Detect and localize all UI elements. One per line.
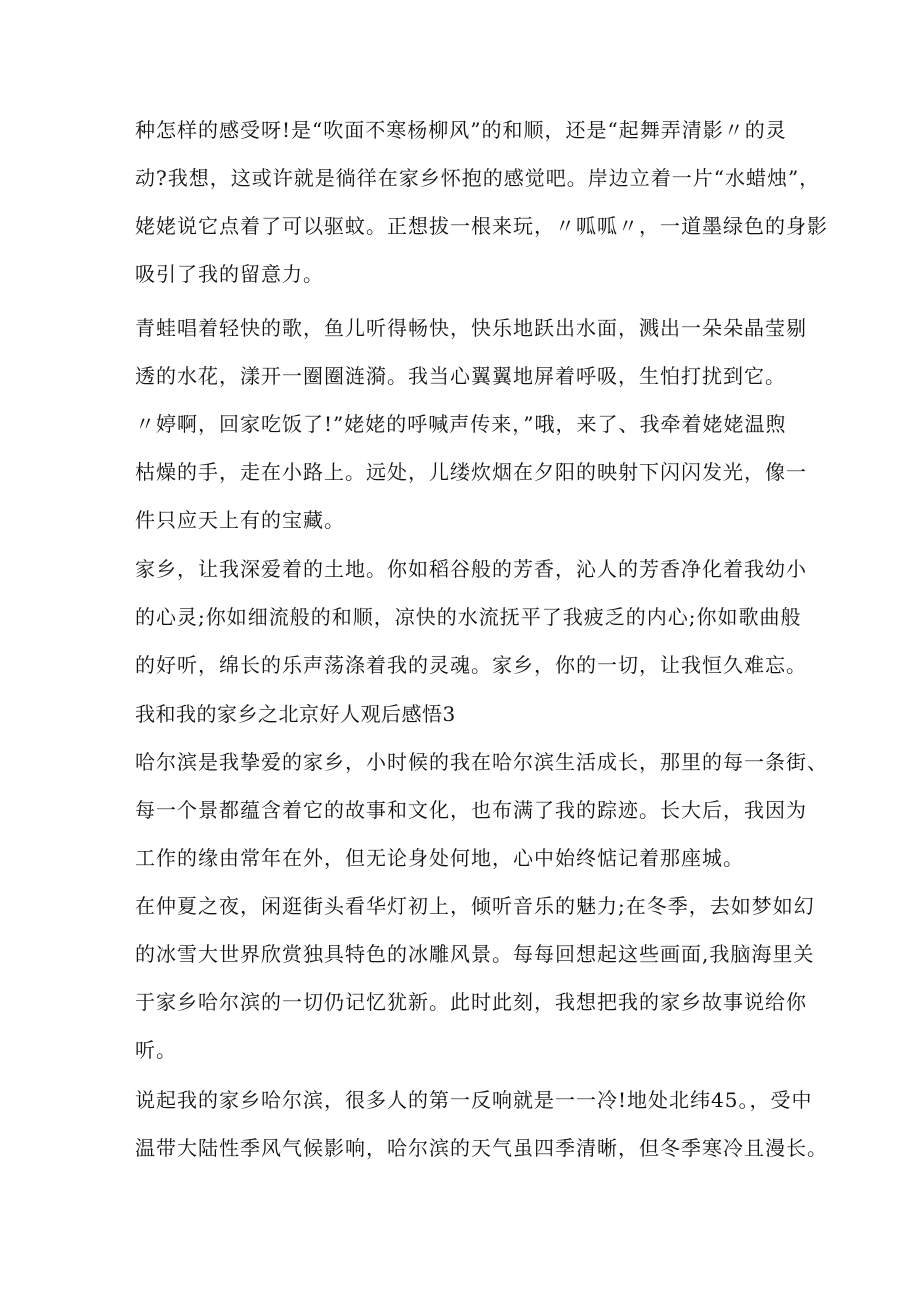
text-line: 件只应天上有的宝藏。 <box>135 508 345 532</box>
paragraph-3 <box>135 400 807 544</box>
text-line: 温带大陆性季风气候影响，哈尔滨的天气虽四季清晰，但冬季寒冷且漫长。 <box>135 1136 828 1160</box>
text-line: 种怎样的感受呀!是“吹面不寒杨柳风”的和顺，还是“起舞弄清影〃的灵 <box>135 118 787 142</box>
section-heading: 我和我的家乡之北京好人观后感悟3 <box>135 702 456 726</box>
text-line: 听。 <box>135 1038 177 1062</box>
text-line: 〃婷啊，回家吃饭了!”姥姥的呼喊声传来，”哦，来了、我牵着姥姥温煦 <box>135 412 787 436</box>
text-line: 的冰雪大世界欣赏独具特色的冰雕风景。每每回想起这些画面,我脑海里关 <box>135 942 815 966</box>
paragraph-2 <box>135 304 807 400</box>
text-line: 每一个景都蕴含着它的故事和文化，也布满了我的踪迹。长大后，我因为 <box>135 798 807 822</box>
text-line: 吸引了我的留意力。 <box>135 262 324 286</box>
paragraph-7 <box>135 1076 828 1172</box>
text-line: 姥姥说它点着了可以驱蚊。正想拔一根来玩，〃呱呱〃，一道墨绿色的身影 <box>135 214 828 238</box>
paragraph-1 <box>135 106 828 298</box>
text-line: 青蛙唱着轻快的歌，鱼儿听得畅快，快乐地跃出水面，溅出一朵朵晶莹剔 <box>135 316 807 340</box>
paragraph-6 <box>135 882 815 1074</box>
text-line: 透的水花，漾开一圈圈涟漪。我当心翼翼地屏着呼吸，生怕打扰到它。 <box>135 364 786 388</box>
paragraph-4 <box>135 545 807 689</box>
text-line: 哈尔滨是我挚爱的家乡，小时候的我在哈尔滨生活成长，那里的每一条街、 <box>135 750 828 774</box>
text-line: 说起我的家乡哈尔滨，很多人的第一反响就是一一冷!地处北纬45。，受中 <box>135 1088 813 1112</box>
text-line: 于家乡哈尔滨的一切仍记忆犹新。此时此刻，我想把我的家乡故事说给你 <box>135 990 807 1014</box>
text-line: 枯燥的手，走在小路上。远处，儿缕炊烟在夕阳的映射下闪闪发光，像一 <box>135 460 807 484</box>
text-line: 的心灵;你如细流般的和顺，凉快的水流抚平了我疲乏的内心;你如歌曲般 <box>135 605 802 629</box>
text-line: 工作的缘由常年在外，但无论身处何地，心中始终惦记着那座城。 <box>135 846 744 870</box>
text-line: 家乡，让我深爱着的土地。你如稻谷般的芳香，沁人的芳香净化着我幼小 <box>135 557 807 581</box>
text-line: 的好听，绵长的乐声荡涤着我的灵魂。家乡，你的一切，让我恒久难忘。 <box>135 653 807 677</box>
text-line: 动?我想，这或许就是徜徉在家乡怀抱的感觉吧。岸边立着一片“水蜡烛”， <box>135 166 821 190</box>
paragraph-5 <box>135 738 828 882</box>
text-line: 在仲夏之夜，闲逛街头看华灯初上，倾听音乐的魅力;在冬季，去如梦如幻 <box>135 894 815 918</box>
